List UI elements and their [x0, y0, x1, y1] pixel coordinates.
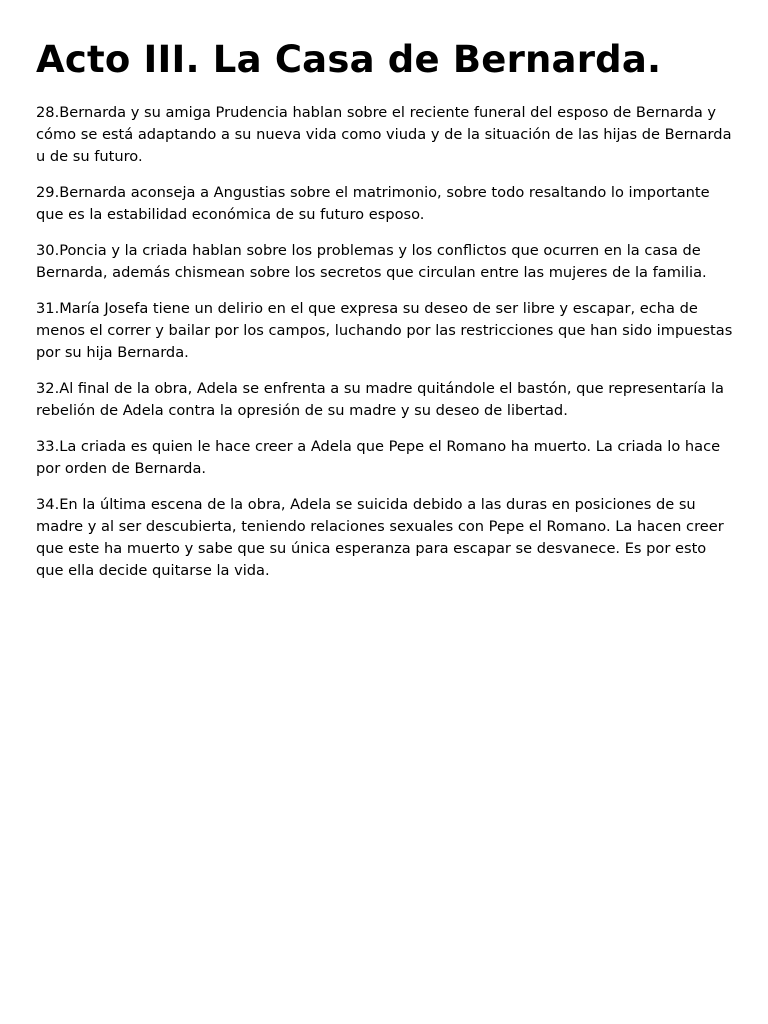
paragraph-29: 29.Bernarda aconseja a Angustias sobre el matrimonio, sobre todo resaltando lo importante que es la estabilidad económica de su futuro esposo. — [36, 184, 710, 223]
paragraph-28: 28.Bernarda y su amiga Prudencia hablan sobre el reciente funeral del esposo de Bernarda y cómo se está adaptando a su nueva vida como viuda y de la situación de las hijas de Bernarda u de su futuro. — [36, 104, 732, 165]
document-title: Acto III. La Casa de Bernarda. — [36, 38, 662, 81]
document-page — [36, 36, 736, 596]
paragraph-34: 34.En la última escena de la obra, Adela se suicida debido a las duras en posiciones de su madre y al ser descubierta, teniendo relaciones sexuales con Pepe el Romano. La hacen creer que este ha muerto y sabe que su única esperanza para escapar se desvanece. Es por esto que ella decide quitarse la vida. — [36, 496, 724, 579]
paragraph-30: 30.Poncia y la criada hablan sobre los problemas y los conflictos que ocurren en la casa de Bernarda, además chismean sobre los secretos que circulan entre las mujeres de la familia. — [36, 242, 707, 281]
paragraph-32: 32.Al final de la obra, Adela se enfrenta a su madre quitándole el bastón, que representaría la rebelión de Adela contra la opresión de su madre y su deseo de libertad. — [36, 380, 724, 419]
paragraph-31: 31.María Josefa tiene un delirio en el que expresa su deseo de ser libre y escapar, echa de menos el correr y bailar por los campos, luchando por las restricciones que han sido impuestas por su hija Bernarda. — [36, 300, 733, 361]
paragraph-33: 33.La criada es quien le hace creer a Adela que Pepe el Romano ha muerto. La criada lo hace por orden de Bernarda. — [36, 438, 721, 477]
